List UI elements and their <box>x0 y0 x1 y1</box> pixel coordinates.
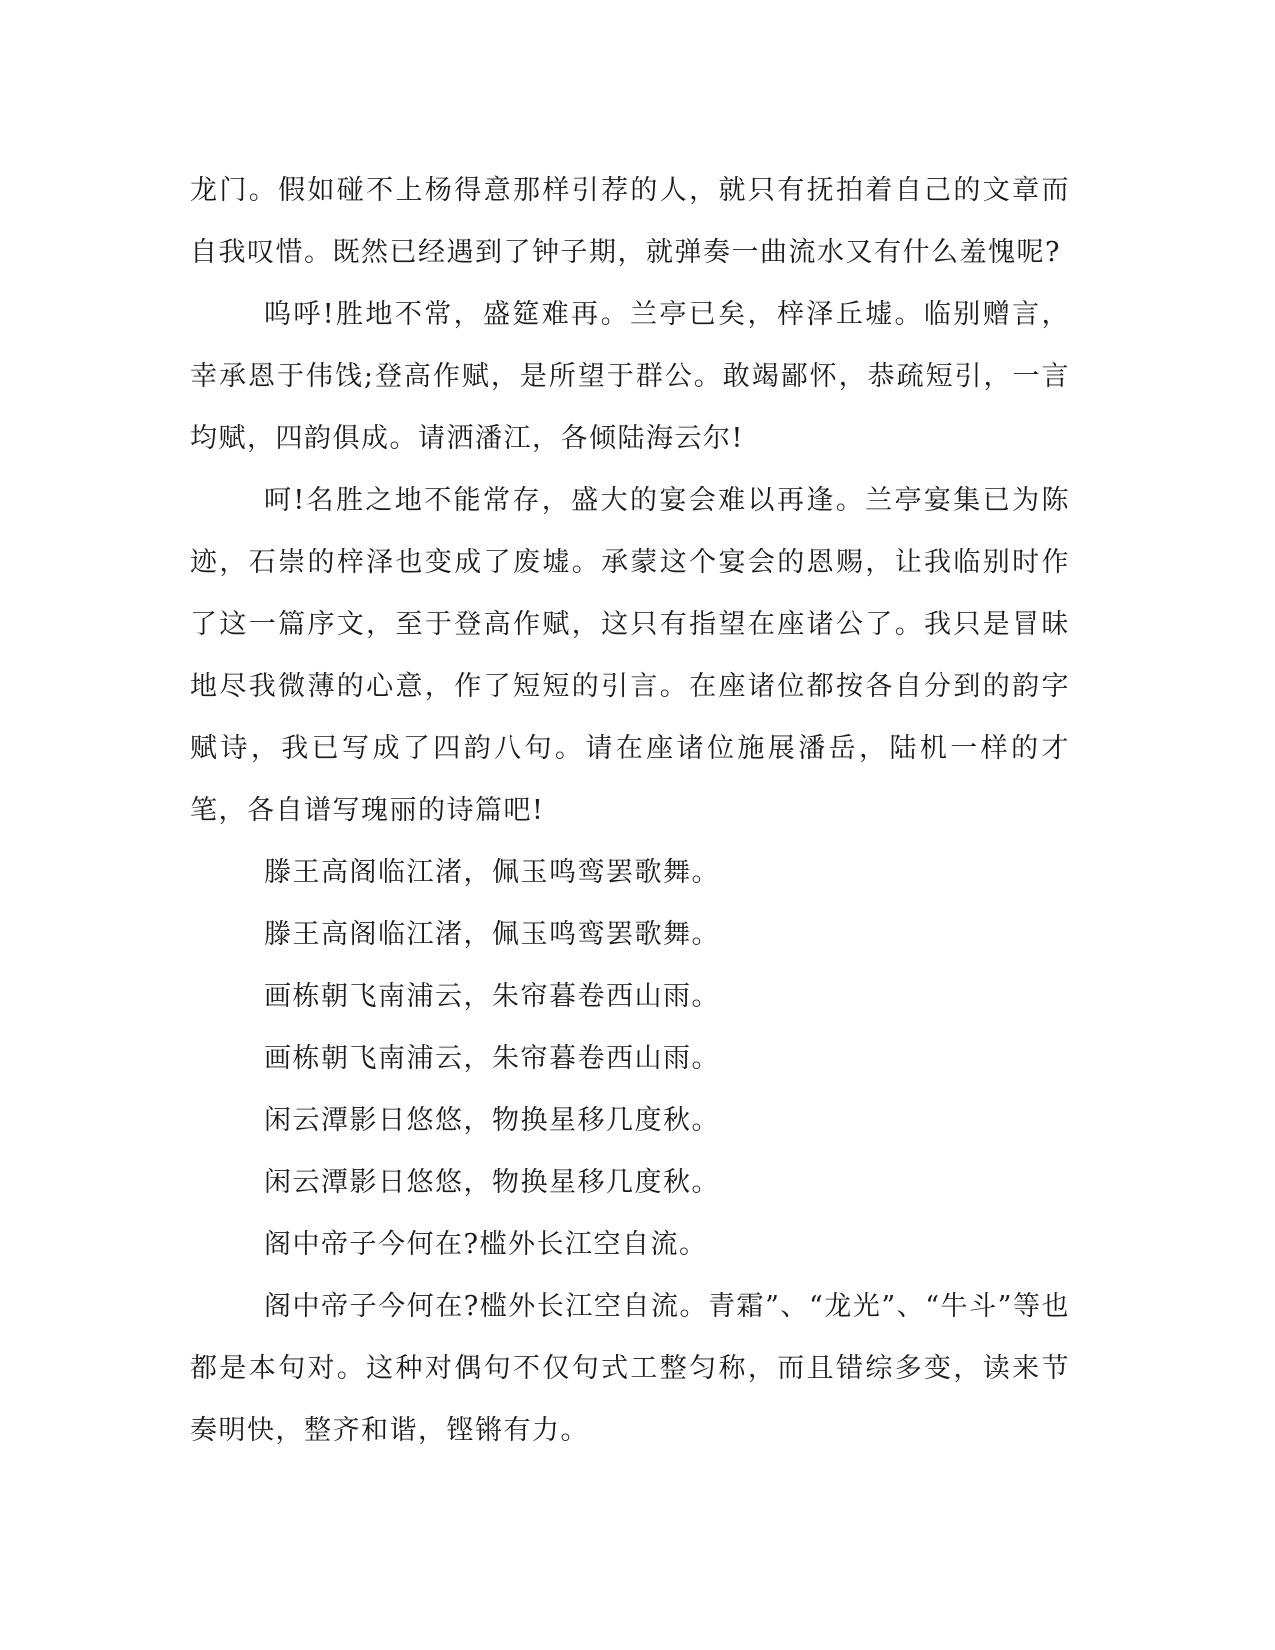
poem-line-3: 画栋朝飞南浦云，朱帘暮卷西山雨。 <box>264 981 720 1012</box>
paragraph-2: 呜呼!胜地不常，盛筵难再。兰亭已矣，梓泽丘墟。临别赠言，幸承恩于伟饯;登高作赋，是所望于群公。敢竭鄙怀，恭疏短引，一言均赋，四韵俱成。请洒潘江，各倾陆海云尔! <box>190 299 1070 454</box>
poem-line-4: 画栋朝飞南浦云，朱帘暮卷西山雨。 <box>264 1043 720 1074</box>
poem-line-2: 滕王高阁临江渚，佩玉鸣鸾罢歌舞。 <box>264 919 720 950</box>
paragraph-final: 阁中帝子今何在?槛外长江空自流。青霜”、“龙光”、“牛斗”等也都是本句对。这种对偶句不仅句式工整匀称，而且错综多变，读来节奏明快，整齐和谐，铿锵有力。 <box>190 1291 1070 1446</box>
paragraph-3: 呵!名胜之地不能常存，盛大的宴会难以再逢。兰亭宴集已为陈迹，石崇的梓泽也变成了废墟。承蒙这个宴会的恩赐，让我临别时作了这一篇序文，至于登高作赋，这只有指望在座诸公了。我只是冒昧地尽我微薄的心意，作了短短的引言。在座诸位都按各自分到的韵字赋诗，我已写成了四韵八句。请在座诸位施展潘岳，陆机一样的才笔，各自谱写瑰丽的诗篇吧! <box>190 485 1070 826</box>
paragraph-1: 龙门。假如碰不上杨得意那样引荐的人，就只有抚拍着自己的文章而自我叹惜。既然已经遇到了钟子期，就弹奏一曲流水又有什么羞愧呢? <box>190 175 1070 268</box>
poem-line-1: 滕王高阁临江渚，佩玉鸣鸾罢歌舞。 <box>264 857 720 888</box>
poem-line-7: 阁中帝子今何在?槛外长江空自流。 <box>264 1229 708 1260</box>
poem-line-5: 闲云潭影日悠悠，物换星移几度秋。 <box>264 1105 720 1136</box>
poem-line-6: 闲云潭影日悠悠，物换星移几度秋。 <box>264 1167 720 1198</box>
document-body <box>190 160 1070 1462</box>
